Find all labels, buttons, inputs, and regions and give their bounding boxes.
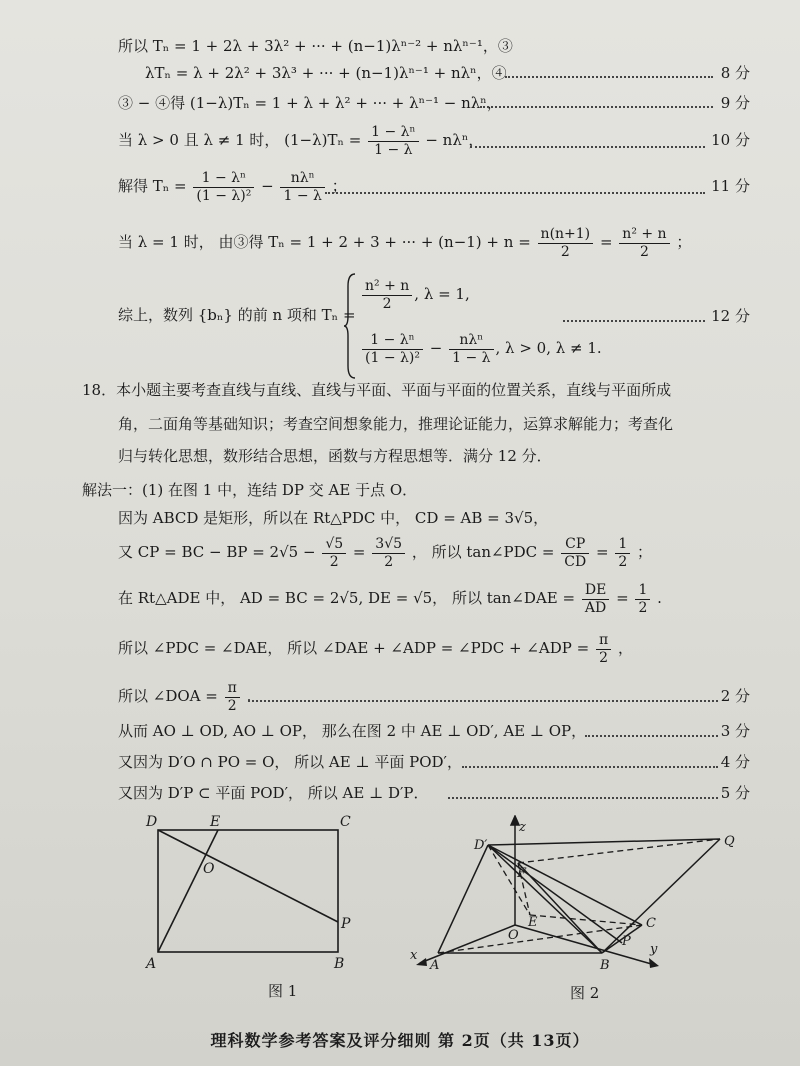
score-9: 9 分	[720, 94, 750, 112]
fraction	[322, 536, 346, 571]
solution-step-3	[118, 532, 652, 572]
label-d-prime: D′	[474, 838, 488, 853]
numerator: nλⁿ	[280, 170, 324, 188]
q18-intro-line-3: 归与转化思想，数形结合思想，函数与方程思想等．满分 12 分．	[118, 447, 552, 465]
edge-bq	[602, 839, 720, 953]
text-span: =	[616, 589, 629, 607]
dotted-leader	[585, 735, 718, 737]
line-tn-expansion	[118, 36, 513, 56]
fraction	[280, 170, 324, 205]
text-span: 解得 Tₙ =	[118, 177, 187, 195]
text-span: ；	[676, 233, 692, 251]
numerator: n(n+1)	[538, 226, 594, 244]
figure-1-caption: 图 1	[268, 982, 298, 1000]
fraction	[372, 536, 405, 571]
text-span: − nλⁿ，	[425, 131, 484, 149]
label-p: P	[341, 916, 351, 932]
text-span: 所以 ∠DOA =	[118, 687, 218, 705]
denominator: 2	[599, 649, 609, 666]
fraction	[225, 680, 240, 715]
numerator: π	[225, 680, 240, 698]
fraction	[635, 582, 650, 617]
label-c: C	[340, 814, 351, 830]
dotted-leader	[480, 106, 713, 108]
solution-step-7: 从而 AO ⊥ OD, AO ⊥ OP， 那么在图 2 中 AE ⊥ OD′, AE ⊥ OP，	[118, 722, 587, 740]
dotted-leader	[563, 320, 705, 322]
line-lambda-neq-1	[118, 122, 483, 159]
line-solve-tn	[118, 166, 347, 206]
label-e: E	[210, 814, 221, 830]
label-d: D	[146, 814, 158, 830]
x-axis-arrow	[416, 958, 427, 966]
numerator: 1 − λⁿ	[368, 124, 418, 142]
text-span: .	[246, 687, 252, 705]
tn-expansion-text: 所以 Tₙ = 1 + 2λ + 3λ² + ··· + (n−1)λⁿ⁻² + nλⁿ⁻¹，③	[118, 37, 513, 55]
label-p2: P	[622, 934, 631, 949]
text-span: 又 CP = BC − BP = 2√5 −	[118, 543, 316, 561]
denominator: 2	[618, 553, 628, 570]
piecewise-brace	[343, 272, 357, 380]
text-span: =	[595, 543, 609, 561]
segment-dp	[158, 830, 338, 922]
numerator: 1 − λⁿ	[193, 170, 254, 188]
label-a: A	[146, 956, 157, 972]
denominator: CD	[564, 553, 587, 570]
score-2: 2 分	[720, 687, 750, 705]
denominator: (1 − λ)²	[196, 187, 252, 204]
numerator: DE	[582, 582, 609, 600]
solution-step-6	[118, 676, 251, 716]
figure-1-rectangle-diagram	[140, 810, 370, 975]
text-span: ，	[617, 639, 633, 657]
label-x: x	[410, 948, 418, 963]
line-lambda-tn	[145, 63, 507, 83]
dotted-leader	[470, 146, 705, 148]
text-span: ；	[637, 543, 653, 561]
subtract-text: ③ − ④得 (1−λ)Tₙ = 1 + λ + λ² + ··· + λⁿ⁻¹ − nλⁿ，	[118, 94, 502, 112]
solution-step-1: 解法一：(1) 在图 1 中，连结 DP 交 AE 于点 O．	[82, 481, 418, 499]
score-10: 10 分	[711, 131, 750, 149]
denominator: 2	[639, 243, 649, 260]
fraction	[615, 536, 630, 571]
y-axis-arrow	[649, 958, 659, 968]
solution-step-5	[118, 628, 633, 668]
text-span: 在 Rt△ADE 中， AD = BC = 2√5, DE = √5， 所以 tan∠DAE =	[118, 589, 576, 607]
denominator: 1 − λ	[283, 187, 322, 204]
numerator: CP	[561, 536, 589, 554]
text-span: =	[599, 233, 613, 251]
score-5: 5 分	[720, 784, 750, 802]
denominator: AD	[584, 599, 607, 616]
denominator: 1 − λ	[374, 141, 413, 158]
figure-2-3d-diagram	[400, 815, 745, 975]
denominator: 2	[382, 295, 392, 312]
numerator: n² + n	[362, 278, 412, 296]
fraction	[561, 536, 589, 571]
figure-2-caption: 图 2	[570, 984, 600, 1002]
edge-da	[438, 845, 488, 953]
label-c2: C	[646, 916, 656, 931]
score-4: 4 分	[720, 753, 750, 771]
numerator: nλⁿ	[449, 332, 493, 350]
denominator: 1 − λ	[452, 349, 491, 366]
solution-step-8: 又因为 D′O ∩ PO = O， 所以 AE ⊥ 平面 POD′，	[118, 753, 462, 771]
numerator: n² + n	[619, 226, 669, 244]
text-span: , λ > 0, λ ≠ 1.	[495, 339, 602, 357]
numerator: 1	[615, 536, 630, 554]
score-12: 12 分	[711, 307, 750, 325]
text-span: , λ = 1,	[414, 285, 470, 303]
label-o: O	[203, 861, 215, 877]
dotted-leader	[448, 797, 718, 799]
text-span: −	[261, 177, 274, 195]
text-span: .	[657, 589, 662, 607]
dashed-fq	[518, 839, 720, 863]
piecewise-case-1	[360, 274, 470, 314]
fraction	[582, 582, 609, 617]
edge-dq	[488, 839, 720, 845]
solution-step-9: 又因为 D′P ⊂ 平面 POD′， 所以 AE ⊥ D′P．	[118, 784, 429, 802]
line-lambda-eq-1	[118, 222, 691, 262]
label-a2: A	[430, 958, 440, 973]
score-3: 3 分	[720, 722, 750, 740]
denominator: 2	[638, 599, 648, 616]
q18-intro-line-1: 18．本小题主要考查直线与直线、直线与平面、平面与平面的位置关系，直线与平面所成	[82, 381, 672, 399]
denominator: 2	[329, 553, 339, 570]
label-q: Q	[724, 834, 735, 849]
numerator: 1	[635, 582, 650, 600]
text-span: −	[429, 339, 443, 357]
numerator: √5	[322, 536, 346, 554]
piecewise-case-2	[360, 328, 602, 368]
line-summary	[118, 305, 356, 325]
edge-db	[488, 845, 602, 953]
fraction	[193, 170, 254, 205]
fraction	[362, 332, 423, 367]
line-subtract	[118, 93, 502, 113]
solution-step-2: 因为 ABCD 是矩形，所以在 Rt△PDC 中， CD = AB = 3√5，	[118, 509, 549, 527]
dotted-leader	[325, 192, 705, 194]
denominator: 2	[384, 553, 394, 570]
numerator: 3√5	[372, 536, 405, 554]
label-b2: B	[600, 958, 610, 973]
label-e2: E	[528, 915, 538, 930]
numerator: 1 − λⁿ	[362, 332, 423, 350]
denominator: (1 − λ)²	[365, 349, 420, 366]
text-span: 当 λ > 0 且 λ ≠ 1 时， (1−λ)Tₙ =	[118, 131, 362, 149]
score-11: 11 分	[711, 177, 750, 195]
fraction	[596, 632, 611, 667]
q18-intro-line-2: 角，二面角等基础知识；考查空间想象能力，推理论证能力，运算求解能力；考查化	[118, 415, 674, 433]
label-b: B	[334, 956, 345, 972]
solution-step-4	[118, 578, 662, 618]
dashed-ac	[438, 925, 642, 953]
label-z: z	[519, 820, 526, 835]
fraction	[538, 226, 594, 261]
segment-ae	[158, 830, 218, 952]
dotted-leader	[462, 766, 718, 768]
text-span: 所以 ∠PDC = ∠DAE， 所以 ∠DAE + ∠ADP = ∠PDC + ∠ADP =	[118, 639, 590, 657]
text-span: 当 λ = 1 时， 由③得 Tₙ = 1 + 2 + 3 + ··· + (n−1) + n =	[118, 233, 531, 251]
rectangle-abcd	[158, 830, 338, 952]
fraction	[362, 278, 412, 313]
page-footer: 理科数学参考答案及评分细则 第 2页（共 13页）	[210, 1031, 590, 1050]
z-axis-arrow	[511, 816, 519, 825]
denominator: 2	[227, 697, 237, 714]
text-span: ；	[331, 177, 347, 195]
fraction	[619, 226, 669, 261]
dotted-leader	[505, 76, 713, 78]
edge-fb	[518, 863, 602, 953]
lambda-tn-text: λTₙ = λ + 2λ² + 3λ³ + ··· + (n−1)λⁿ⁻¹ + nλⁿ，④	[145, 64, 507, 82]
fraction	[368, 124, 418, 159]
text-span: =	[352, 543, 366, 561]
score-8: 8 分	[720, 64, 750, 82]
text-span: ， 所以 tan∠PDC =	[411, 543, 555, 561]
numerator: π	[596, 632, 611, 650]
label-f: F	[517, 866, 527, 881]
dotted-leader	[248, 700, 718, 702]
label-o2: O	[508, 928, 519, 943]
label-y: y	[650, 942, 658, 957]
denominator: 2	[560, 243, 570, 260]
fraction	[449, 332, 493, 367]
summary-text: 综上，数列 {bₙ} 的前 n 项和 Tₙ =	[118, 306, 356, 324]
